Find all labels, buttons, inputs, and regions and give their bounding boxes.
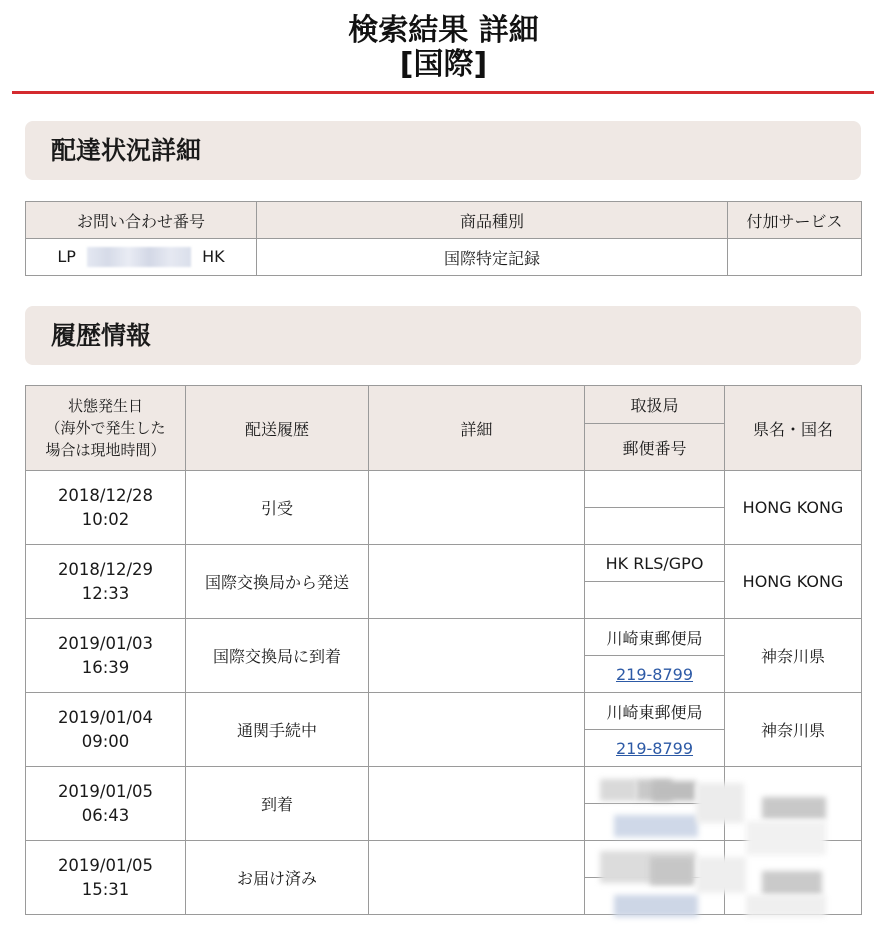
event-time: 15:31: [81, 879, 130, 899]
postal-code-cell: [585, 878, 725, 915]
event-date: 2018/12/29: [57, 559, 154, 579]
detail-cell: [369, 841, 585, 915]
date-cell: [26, 767, 186, 841]
region-cell: HONG KONG: [725, 545, 862, 619]
column-header-postal-code: 郵便番号: [585, 424, 725, 471]
table-row: [26, 841, 862, 878]
status-cell: 国際交換局に到着: [186, 619, 369, 693]
postal-code-cell: [585, 582, 725, 619]
region-cell: HONG KONG: [725, 471, 862, 545]
column-header-detail: 詳細: [369, 386, 585, 471]
page-title-line2: [国際]: [399, 47, 488, 82]
postal-code-cell: [585, 508, 725, 545]
table-header-row: [26, 386, 862, 424]
region-cell: 神奈川県: [725, 619, 862, 693]
event-date: 2019/01/05: [57, 855, 154, 875]
column-header-status: 配送履歴: [186, 386, 369, 471]
event-time: 10:02: [81, 509, 130, 529]
event-time: 12:33: [81, 583, 130, 603]
page-title-line1: 検索結果 詳細: [348, 13, 539, 48]
event-time: 16:39: [81, 657, 130, 677]
office-cell: 川崎東郵便局: [585, 693, 725, 730]
column-header-additional-service: 付加サービス: [728, 202, 862, 239]
event-time: 09:00: [81, 731, 130, 751]
table-header-row: [26, 202, 862, 239]
office-cell: [585, 767, 725, 804]
office-cell: 川崎東郵便局: [585, 619, 725, 656]
column-header-region: 県名・国名: [725, 386, 862, 471]
postal-code-cell: [585, 656, 725, 693]
column-header-date: 状態発生日 （海外で発生した 場合は現地時間）: [26, 386, 186, 471]
status-cell: 引受: [186, 471, 369, 545]
product-type-cell: 国際特定記録: [257, 239, 728, 276]
tracking-suffix: HK: [202, 246, 225, 266]
event-date: 2018/12/28: [57, 485, 154, 505]
date-cell: [26, 545, 186, 619]
table-row: [26, 767, 862, 804]
delivery-status-table: [25, 201, 862, 276]
table-row: [26, 239, 862, 276]
date-cell: [26, 693, 186, 767]
history-heading: 履歴情報: [25, 306, 861, 365]
event-time: 06:43: [81, 805, 130, 825]
office-cell: [585, 841, 725, 878]
status-cell: 国際交換局から発送: [186, 545, 369, 619]
column-header-office: 取扱局: [585, 386, 725, 424]
tracking-number-cell: [26, 239, 257, 276]
date-cell: [26, 619, 186, 693]
table-row: [26, 619, 862, 656]
postal-code-cell: [585, 804, 725, 841]
status-cell: 到着: [186, 767, 369, 841]
region-cell: [725, 767, 862, 841]
detail-cell: [369, 619, 585, 693]
event-date: 2019/01/03: [57, 633, 154, 653]
region-cell: 神奈川県: [725, 693, 862, 767]
status-cell: お届け済み: [186, 841, 369, 915]
office-cell: HK RLS/GPO: [585, 545, 725, 582]
history-table: [25, 385, 862, 915]
event-date: 2019/01/05: [57, 781, 154, 801]
column-header-tracking-number: お問い合わせ番号: [26, 202, 257, 239]
table-row: [26, 545, 862, 582]
table-row: [26, 693, 862, 730]
event-date: 2019/01/04: [57, 707, 154, 727]
date-cell: [26, 471, 186, 545]
detail-cell: [369, 767, 585, 841]
postal-code-link[interactable]: 219-8799: [615, 738, 694, 758]
status-cell: 通関手続中: [186, 693, 369, 767]
date-cell: [26, 841, 186, 915]
title-divider: [12, 91, 874, 94]
detail-cell: [369, 545, 585, 619]
column-header-product-type: 商品種別: [257, 202, 728, 239]
delivery-status-heading: 配達状況詳細: [25, 121, 861, 180]
redacted-tracking-digits: [87, 247, 191, 267]
page-title: [0, 14, 887, 82]
region-cell: [725, 841, 862, 915]
table-row: [26, 471, 862, 508]
detail-cell: [369, 471, 585, 545]
postal-code-cell: [585, 730, 725, 767]
detail-cell: [369, 693, 585, 767]
additional-service-cell: [728, 239, 862, 276]
postal-code-link[interactable]: 219-8799: [615, 664, 694, 684]
tracking-prefix: LP: [57, 246, 76, 266]
office-cell: [585, 471, 725, 508]
